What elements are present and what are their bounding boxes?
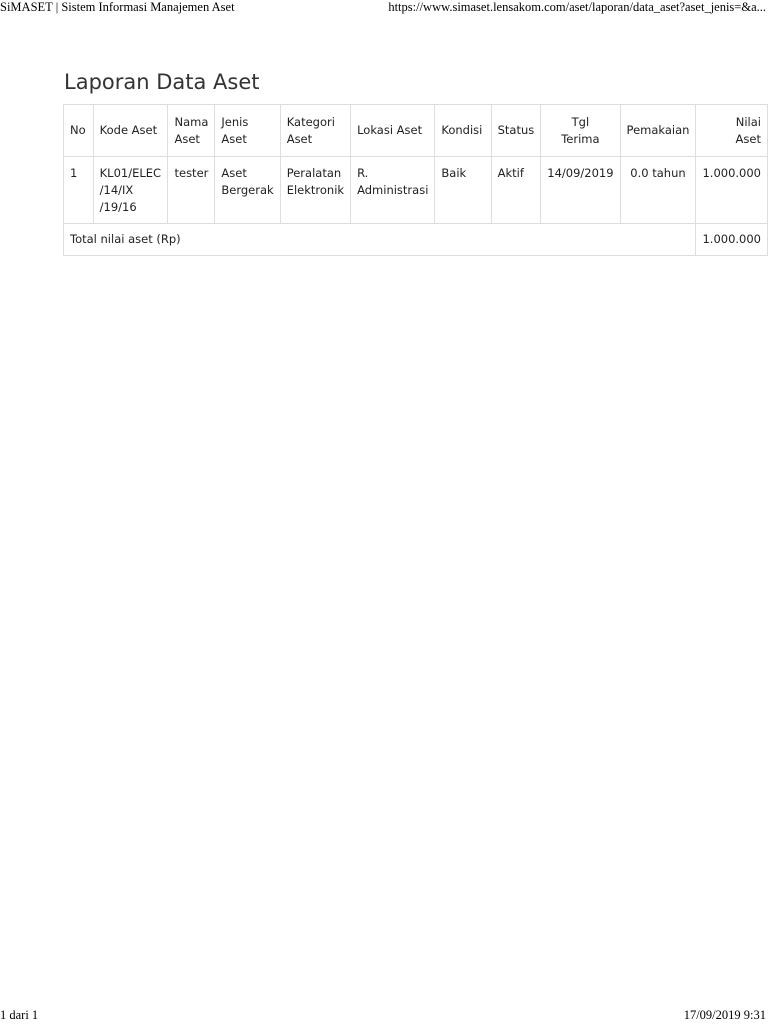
- header-pemakaian: Pemakaian: [620, 105, 696, 157]
- table-total-row: [64, 224, 768, 256]
- header-kondisi: Kondisi: [435, 105, 491, 157]
- page-title: Laporan Data Aset: [64, 70, 260, 94]
- cell-status: Aktif: [491, 157, 541, 224]
- header-nilai-aset: Nilai Aset: [696, 105, 768, 157]
- total-value: 1.000.000: [696, 224, 768, 256]
- cell-no: 1: [64, 157, 94, 224]
- asset-report-table: [63, 104, 768, 256]
- cell-nilai-aset: 1.000.000: [696, 157, 768, 224]
- header-kategori-aset: Kategori Aset: [280, 105, 350, 157]
- cell-pemakaian: 0.0 tahun: [620, 157, 696, 224]
- cell-jenis-aset: Aset Bergerak: [215, 157, 280, 224]
- header-no: No: [64, 105, 94, 157]
- cell-kategori-aset: Peralatan Elektronik: [280, 157, 350, 224]
- total-label: Total nilai aset (Rp): [64, 224, 696, 256]
- header-status: Status: [491, 105, 541, 157]
- print-header: [0, 0, 768, 16]
- header-lokasi-aset: Lokasi Aset: [351, 105, 435, 157]
- table-header-row: [64, 105, 768, 157]
- table-row: [64, 157, 768, 224]
- header-nama-aset: Nama Aset: [168, 105, 215, 157]
- header-tgl-terima: Tgl Terima: [541, 105, 620, 157]
- cell-kondisi: Baik: [435, 157, 491, 224]
- print-header-title: SiMASET | Sistem Informasi Manajemen Aset: [0, 0, 235, 14]
- print-header-url: https://www.simaset.lensakom.com/aset/laporan/data_aset?aset_jenis=&a...: [388, 0, 766, 14]
- cell-lokasi-aset: R. Administrasi: [351, 157, 435, 224]
- cell-nama-aset: tester: [168, 157, 215, 224]
- cell-kode-aset: KL01/ELEC /14/IX /19/16: [93, 157, 168, 224]
- header-jenis-aset: Jenis Aset: [215, 105, 280, 157]
- print-datetime: 17/09/2019 9:31: [683, 1008, 766, 1022]
- page-count: 1 dari 1: [0, 1008, 39, 1022]
- header-kode-aset: Kode Aset: [93, 105, 168, 157]
- cell-tgl-terima: 14/09/2019: [541, 157, 620, 224]
- print-footer: [0, 1008, 768, 1024]
